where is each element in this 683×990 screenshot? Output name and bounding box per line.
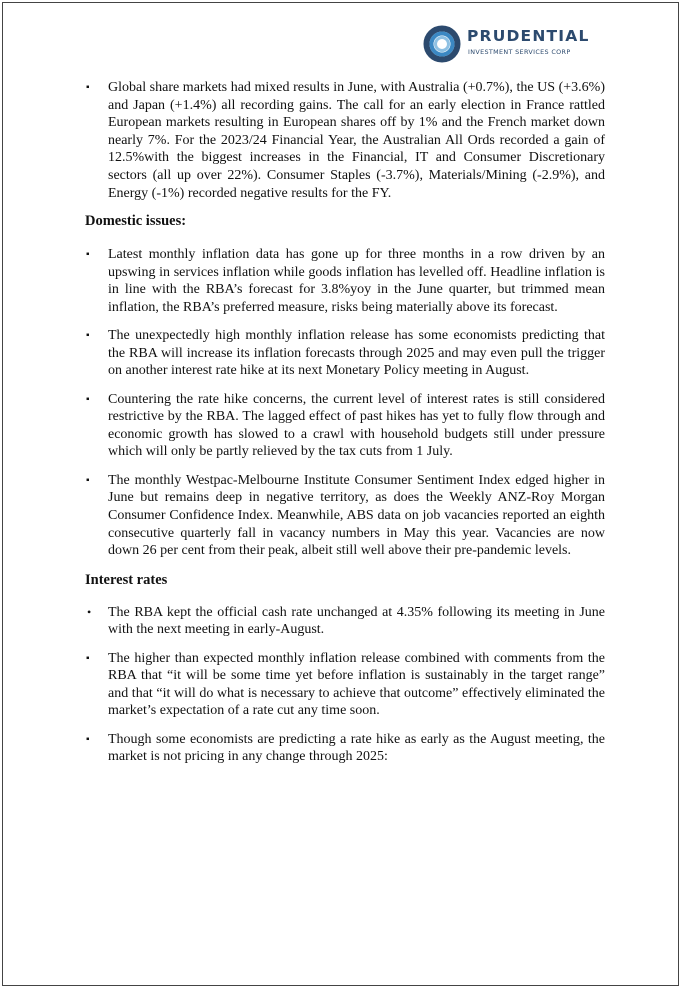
- square-bullet-icon: ▪: [86, 652, 90, 664]
- square-bullet-icon: ▪: [86, 248, 90, 260]
- domestic-issues-list: [85, 246, 605, 560]
- document-body: [85, 79, 605, 777]
- logo-name: PRUDENTIAL: [467, 27, 590, 45]
- section-heading-domestic: Domestic issues:: [85, 212, 187, 229]
- list-item-text: The unexpectedly high monthly inflation release has some economists predicting that the RBA will increase its inflation forecasts through 2025 and may even pull the trigger on another interest rate hike at its next Monetary Policy meeting in August.: [108, 328, 605, 379]
- logo-ring-icon: [423, 25, 463, 65]
- document-page: [2, 2, 679, 986]
- square-bullet-icon: ▪: [86, 474, 90, 486]
- list-item-text: Though some economists are predicting a rate hike as early as the August meeting, the market is not pricing in any change through 2025:: [108, 731, 605, 765]
- list-item: [85, 604, 605, 639]
- list-item-text: Countering the rate hike concerns, the current level of interest rates is still considered restrictive by the RBA. The lagged effect of past hikes has yet to fully flow through and economic growth has slowed to a crawl with household budgets still under pressure which will only be partly relieved by the tax cuts from 1 July.: [108, 391, 605, 460]
- logo-subtitle: INVESTMENT SERVICES CORP: [468, 48, 571, 56]
- market-summary-list: [85, 79, 605, 202]
- prudential-logo: [423, 25, 598, 65]
- round-bullet-icon: •: [87, 604, 92, 619]
- list-item: [85, 79, 605, 202]
- interest-rates-list: [85, 604, 605, 766]
- list-item: [85, 472, 605, 560]
- section-heading-interest-rates: Interest rates: [85, 571, 168, 588]
- square-bullet-icon: ▪: [86, 330, 90, 342]
- list-item: [85, 650, 605, 720]
- list-item-text: The higher than expected monthly inflation release combined with comments from the RBA that “it will be some time yet before inflation is sustainably in the target range” and that “it will do what is necessary to achieve that outcome” effectively eliminated the market’s expectation of a rate cut any time soon.: [108, 650, 605, 719]
- list-item-text: The monthly Westpac-Melbourne Institute Consumer Sentiment Index edged higher in June but remains deep in negative territory, as does the Weekly ANZ-Roy Morgan Consumer Confidence Index. Meanwhile, ABS data on job vacancies reported an eighth consecutive quarterly fall in vacancy numbers in May this year. Vacancies are now down 26 per cent from their peak, albeit still well above their pre-pandemic levels.: [108, 472, 605, 559]
- list-item-text: Global share markets had mixed results in June, with Australia (+0.7%), the US (+3.6%) and Japan (+1.4%) all recording gains. The call for an early election in France rattled European markets resulting in European shares off by 1% and the French market down nearly 7%. For the 2023/24 Financial Year, the Australian All Ords recorded a gain of 12.5%with the biggest increases in the Financial, IT and Consumer Discretionary sectors (all up over 22%). Consumer Staples (-3.7%), Materials/Mining (-2.9%), and Energy (-1%) recorded negative results for the FY.: [108, 80, 605, 201]
- list-item-text: Latest monthly inflation data has gone up for three months in a row driven by an upswing in services inflation while goods inflation has levelled off. Headline inflation is in line with the RBA’s forecast for 3.8%yoy in the June quarter, but trimmed mean inflation, the RBA’s preferred measure, risks being materially above its forecast.: [108, 246, 605, 315]
- list-item: [85, 246, 605, 316]
- square-bullet-icon: ▪: [86, 733, 90, 745]
- list-item-text: The RBA kept the official cash rate unchanged at 4.35% following its meeting in June with the next meeting in early-August.: [108, 604, 605, 638]
- list-item: [85, 391, 605, 461]
- list-item: [85, 731, 605, 766]
- square-bullet-icon: ▪: [86, 82, 90, 93]
- list-item: [85, 327, 605, 380]
- square-bullet-icon: ▪: [86, 393, 90, 405]
